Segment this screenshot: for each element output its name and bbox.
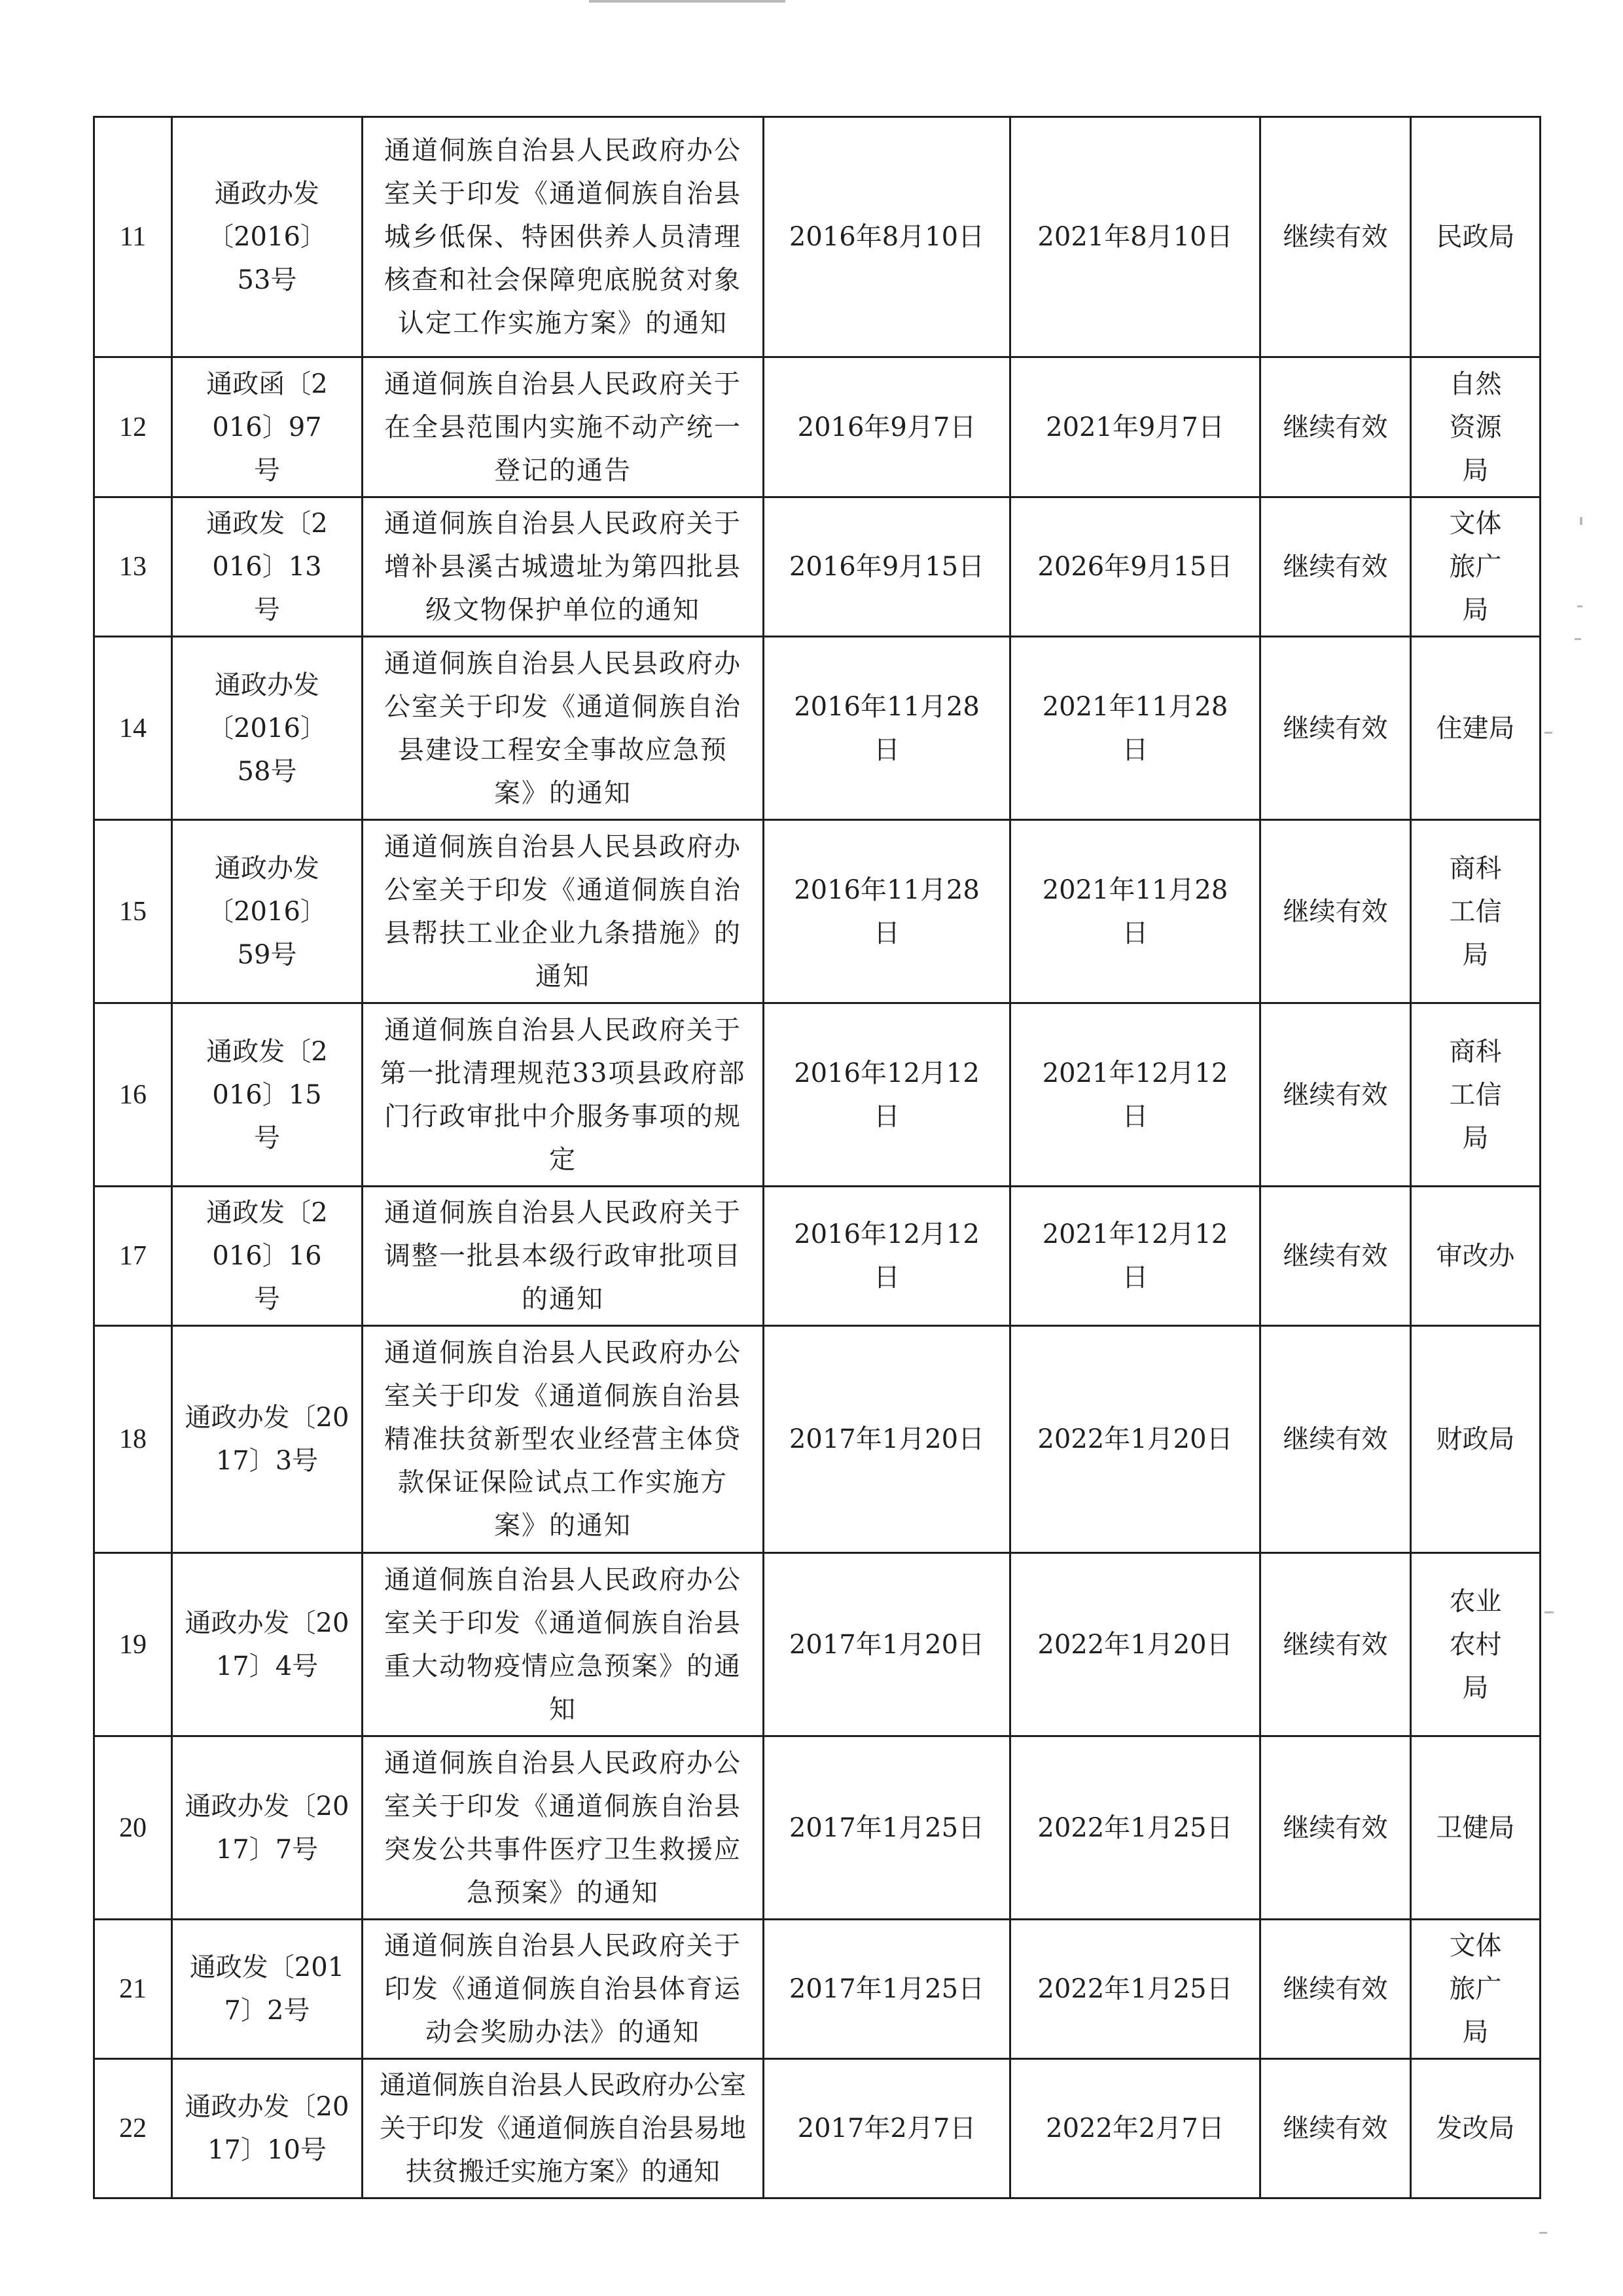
row-number: 20: [94, 1736, 172, 1920]
expiry-date: 2021年9月7日: [1010, 357, 1260, 497]
document-title: 通道侗族自治县人民政府办公室关于印发《通道侗族自治县突发公共事件医疗卫生救援应急预案》的通知: [363, 1736, 764, 1920]
scan-mark: [1544, 732, 1552, 734]
validity-status: 继续有效: [1260, 357, 1411, 497]
issue-date: 2016年11月28日: [764, 637, 1010, 820]
document-title: 通道侗族自治县人民政府关于在全县范围内实施不动产统一登记的通告: [363, 357, 764, 497]
table-row: [94, 1003, 1541, 1187]
responsible-department: 文体旅广局: [1411, 1920, 1541, 2059]
table-body: [94, 117, 1541, 2198]
document-number: 通政办发〔2017〕10号: [172, 2059, 363, 2198]
document-number: 通政办发〔2017〕7号: [172, 1736, 363, 1920]
expiry-date: 2021年12月12日: [1010, 1187, 1260, 1326]
issue-date: 2017年1月20日: [764, 1553, 1010, 1736]
expiry-date: 2026年9月15日: [1010, 497, 1260, 637]
expiry-date: 2022年1月25日: [1010, 1736, 1260, 1920]
table-row: [94, 637, 1541, 820]
scan-mark: [589, 0, 785, 3]
row-number: 16: [94, 1003, 172, 1187]
document-number: 通政发〔2016〕15号: [172, 1003, 363, 1187]
validity-status: 继续有效: [1260, 1003, 1411, 1187]
expiry-date: 2021年11月28日: [1010, 637, 1260, 820]
responsible-department: 卫健局: [1411, 1736, 1541, 1920]
document-number: 通政函〔2016〕97号: [172, 357, 363, 497]
issue-date: 2016年12月12日: [764, 1003, 1010, 1187]
row-number: 11: [94, 117, 172, 357]
expiry-date: 2021年11月28日: [1010, 820, 1260, 1003]
table-row: [94, 2059, 1541, 2198]
row-number: 14: [94, 637, 172, 820]
issue-date: 2017年1月20日: [764, 1326, 1010, 1553]
responsible-department: 文体旅广局: [1411, 497, 1541, 637]
responsible-department: 农业农村局: [1411, 1553, 1541, 1736]
row-number: 15: [94, 820, 172, 1003]
document-title: 通道侗族自治县人民政府办公室关于印发《通道侗族自治县重大动物疫情应急预案》的通知: [363, 1553, 764, 1736]
responsible-department: 财政局: [1411, 1326, 1541, 1553]
scan-mark: [1580, 517, 1582, 525]
issue-date: 2016年12月12日: [764, 1187, 1010, 1326]
scan-mark: [1577, 605, 1582, 607]
row-number: 21: [94, 1920, 172, 2059]
document-number: 通政办发〔2017〕4号: [172, 1553, 363, 1736]
document-number: 通政办发〔2017〕3号: [172, 1326, 363, 1553]
scan-mark: [1575, 638, 1581, 640]
document-list-table: [93, 116, 1541, 2199]
table-row: [94, 1920, 1541, 2059]
table-row: [94, 1736, 1541, 1920]
table-row: [94, 117, 1541, 357]
validity-status: 继续有效: [1260, 820, 1411, 1003]
document-number: 通政办发〔2016〕58号: [172, 637, 363, 820]
row-number: 12: [94, 357, 172, 497]
document-title: 通道侗族自治县人民政府办公室关于印发《通道侗族自治县易地扶贫搬迁实施方案》的通知: [363, 2059, 764, 2198]
validity-status: 继续有效: [1260, 1920, 1411, 2059]
validity-status: 继续有效: [1260, 2059, 1411, 2198]
document-number: 通政发〔2016〕16号: [172, 1187, 363, 1326]
expiry-date: 2021年12月12日: [1010, 1003, 1260, 1187]
expiry-date: 2022年2月7日: [1010, 2059, 1260, 2198]
responsible-department: 商科工信局: [1411, 820, 1541, 1003]
validity-status: 继续有效: [1260, 637, 1411, 820]
issue-date: 2016年9月7日: [764, 357, 1010, 497]
document-number: 通政办发〔2016〕53号: [172, 117, 363, 357]
scan-mark: [1539, 2232, 1547, 2234]
table-row: [94, 1187, 1541, 1326]
table-row: [94, 497, 1541, 637]
validity-status: 继续有效: [1260, 1326, 1411, 1553]
row-number: 19: [94, 1553, 172, 1736]
validity-status: 继续有效: [1260, 117, 1411, 357]
document-title: 通道侗族自治县人民政府办公室关于印发《通道侗族自治县城乡低保、特困供养人员清理核查和社会保障兜底脱贫对象认定工作实施方案》的通知: [363, 117, 764, 357]
expiry-date: 2022年1月20日: [1010, 1326, 1260, 1553]
document-number: 通政发〔2017〕2号: [172, 1920, 363, 2059]
document-title: 通道侗族自治县人民政府关于增补县溪古城遗址为第四批县级文物保护单位的通知: [363, 497, 764, 637]
expiry-date: 2021年8月10日: [1010, 117, 1260, 357]
validity-status: 继续有效: [1260, 1736, 1411, 1920]
document-title: 通道侗族自治县人民政府办公室关于印发《通道侗族自治县精准扶贫新型农业经营主体贷款保证保险试点工作实施方案》的通知: [363, 1326, 764, 1553]
document-title: 通道侗族自治县人民县政府办公室关于印发《通道侗族自治县帮扶工业企业九条措施》的通知: [363, 820, 764, 1003]
row-number: 22: [94, 2059, 172, 2198]
responsible-department: 民政局: [1411, 117, 1541, 357]
row-number: 17: [94, 1187, 172, 1326]
expiry-date: 2022年1月20日: [1010, 1553, 1260, 1736]
issue-date: 2016年11月28日: [764, 820, 1010, 1003]
expiry-date: 2022年1月25日: [1010, 1920, 1260, 2059]
scan-mark: [1544, 1611, 1554, 1613]
row-number: 18: [94, 1326, 172, 1553]
document-number: 通政办发〔2016〕59号: [172, 820, 363, 1003]
validity-status: 继续有效: [1260, 497, 1411, 637]
issue-date: 2017年1月25日: [764, 1736, 1010, 1920]
responsible-department: 发改局: [1411, 2059, 1541, 2198]
responsible-department: 住建局: [1411, 637, 1541, 820]
validity-status: 继续有效: [1260, 1187, 1411, 1326]
issue-date: 2016年9月15日: [764, 497, 1010, 637]
validity-status: 继续有效: [1260, 1553, 1411, 1736]
table-row: [94, 357, 1541, 497]
row-number: 13: [94, 497, 172, 637]
responsible-department: 自然资源局: [1411, 357, 1541, 497]
issue-date: 2017年1月25日: [764, 1920, 1010, 2059]
issue-date: 2017年2月7日: [764, 2059, 1010, 2198]
responsible-department: 商科工信局: [1411, 1003, 1541, 1187]
document-title: 通道侗族自治县人民政府关于第一批清理规范33项县政府部门行政审批中介服务事项的规定: [363, 1003, 764, 1187]
table-row: [94, 1553, 1541, 1736]
responsible-department: 审改办: [1411, 1187, 1541, 1326]
document-title: 通道侗族自治县人民政府关于印发《通道侗族自治县体育运动会奖励办法》的通知: [363, 1920, 764, 2059]
document-title: 通道侗族自治县人民政府关于调整一批县本级行政审批项目的通知: [363, 1187, 764, 1326]
document-number: 通政发〔2016〕13号: [172, 497, 363, 637]
table-row: [94, 820, 1541, 1003]
table-row: [94, 1326, 1541, 1553]
document-title: 通道侗族自治县人民县政府办公室关于印发《通道侗族自治县建设工程安全事故应急预案》的通知: [363, 637, 764, 820]
issue-date: 2016年8月10日: [764, 117, 1010, 357]
